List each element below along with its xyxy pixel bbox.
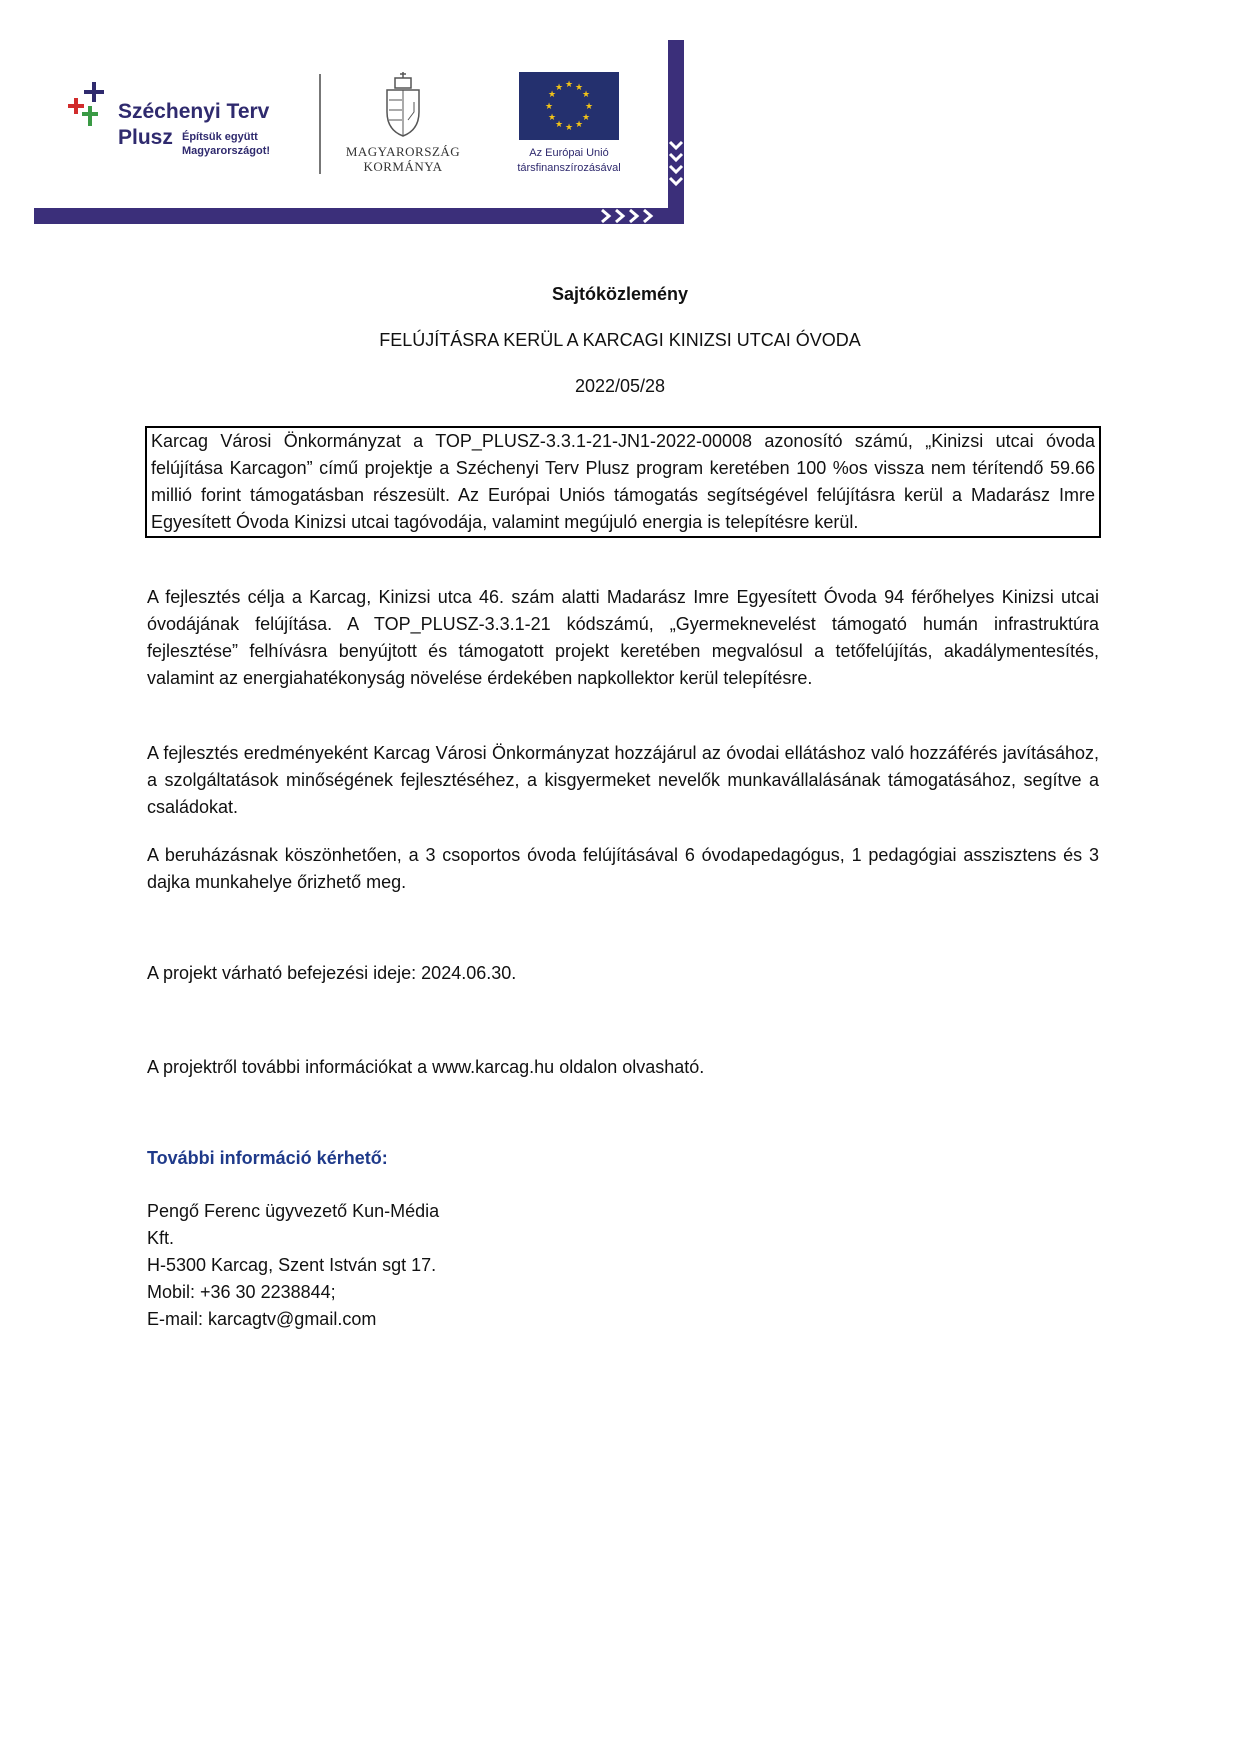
szechenyi-terv-logo: [66, 80, 296, 170]
eu-logo: [496, 72, 642, 182]
banner-bottom-bar: [34, 208, 684, 224]
svg-text:★: ★: [581, 90, 591, 100]
hungarian-government-logo: [338, 72, 468, 182]
svg-text:★: ★: [547, 90, 557, 100]
szechenyi-cross-icon: [66, 80, 110, 130]
document-label: Sajtóközlemény: [551, 284, 689, 304]
svg-text:★: ★: [564, 123, 574, 133]
chevron-right-row-icon: [598, 206, 668, 226]
svg-text:★: ★: [554, 120, 564, 130]
paragraph-jobs: A beruházásnak köszönhetően, a 3 csoportos óvoda felújításával 6 óvodapedagógus, 1 pedagógiai asszisztens és 3 dajka munkahelye őrizhető meg.: [147, 845, 1099, 892]
eu-line-1: Az Európai Unió: [529, 147, 609, 159]
paragraph-goal: A fejlesztés célja a Karcag, Kinizsi utca 46. szám alatti Madarász Imre Egyesített Óvoda 94 férőhelyes Kinizsi utcai óvodájának felújítása. A TOP_PLUSZ-3.3.1-21 kódszámú, „Gyermeknevelést támogató humán infrastruktúra fejlesztése” felhívásra benyújtott és támogatott projekt keretében megvalósul a tetőfelújítás, akadálymentesítés, valamint az energiahatékonyság növelése érdekében napkollektor kerül telepítésre.: [147, 587, 1099, 688]
svg-text:★: ★: [574, 120, 584, 130]
hungarian-crest-icon: [381, 72, 425, 138]
slogan-line-1: Építsük együtt: [182, 131, 258, 143]
contact-address: H-5300 Karcag, Szent István sgt 17.: [147, 1255, 437, 1275]
slogan-line-2: Magyarországot!: [182, 145, 271, 157]
hungary-line-1: MAGYARORSZÁG: [345, 144, 461, 159]
contact-company: Kft.: [147, 1228, 175, 1248]
paragraph-result: A fejlesztés eredményeként Karcag Városi Önkormányzat hozzájárul az óvodai ellátáshoz való hozzáférés javításához, a szolgáltatások minőségének fejlesztéséhez, a kisgyermeket nevelők munkavállalásának támogatásához, segítve a családokat.: [147, 743, 1099, 817]
boxed-paragraph: Karcag Városi Önkormányzat a TOP_PLUSZ-3.3.1-21-JN1-2022-00008 azonosító számú, „Kinizsi utcai óvoda felújítása Karcagon” című projektje a Széchenyi Terv Plusz program keretében 100 %os vissza nem térítendő 59.66 millió forint támogatásban részesült. Az Európai Uniós támogatás segítségével felújításra kerül a Madarász Imre Egyesített Óvoda Kinizsi utcai tagóvodája, valamint megújuló energia is telepítésre kerül.: [145, 426, 1101, 538]
contact-name: Pengő Ferenc ügyvezető Kun-Média: [147, 1201, 440, 1221]
eu-flag-icon: [519, 72, 619, 140]
contact-email: E-mail: karcagtv@gmail.com: [147, 1309, 377, 1329]
szechenyi-plusz: Plusz: [118, 126, 173, 149]
svg-text:★: ★: [564, 80, 574, 90]
logo-divider: [319, 74, 321, 174]
svg-text:★: ★: [544, 102, 554, 112]
eu-caption: [496, 146, 642, 176]
project-website-note: A projektről további információkat a www.karcag.hu oldalon olvasható.: [147, 1057, 705, 1077]
contact-heading: További információ kérhető:: [147, 1148, 388, 1168]
svg-text:★: ★: [547, 113, 557, 123]
hungary-line-2: KORMÁNYA: [363, 159, 443, 174]
document-date: 2022/05/28: [574, 376, 666, 396]
svg-text:★: ★: [574, 83, 584, 93]
document-title: FELÚJÍTÁSRA KERÜL A KARCAGI KINIZSI UTCAI ÓVODA: [379, 330, 861, 350]
eu-line-2: társfinanszírozásával: [517, 162, 621, 174]
hungary-caption: [338, 144, 468, 174]
contact-mobile: Mobil: +36 30 2238844;: [147, 1282, 336, 1302]
szechenyi-slogan: [182, 130, 270, 158]
svg-text:★: ★: [581, 113, 591, 123]
svg-text:★: ★: [584, 102, 594, 112]
contact-block: [147, 1198, 439, 1333]
chevron-down-column-icon: [664, 140, 688, 204]
svg-text:★: ★: [554, 83, 564, 93]
project-deadline: A projekt várható befejezési ideje: 2024.06.30.: [147, 963, 517, 983]
szechenyi-title: Széchenyi Terv: [118, 100, 270, 123]
